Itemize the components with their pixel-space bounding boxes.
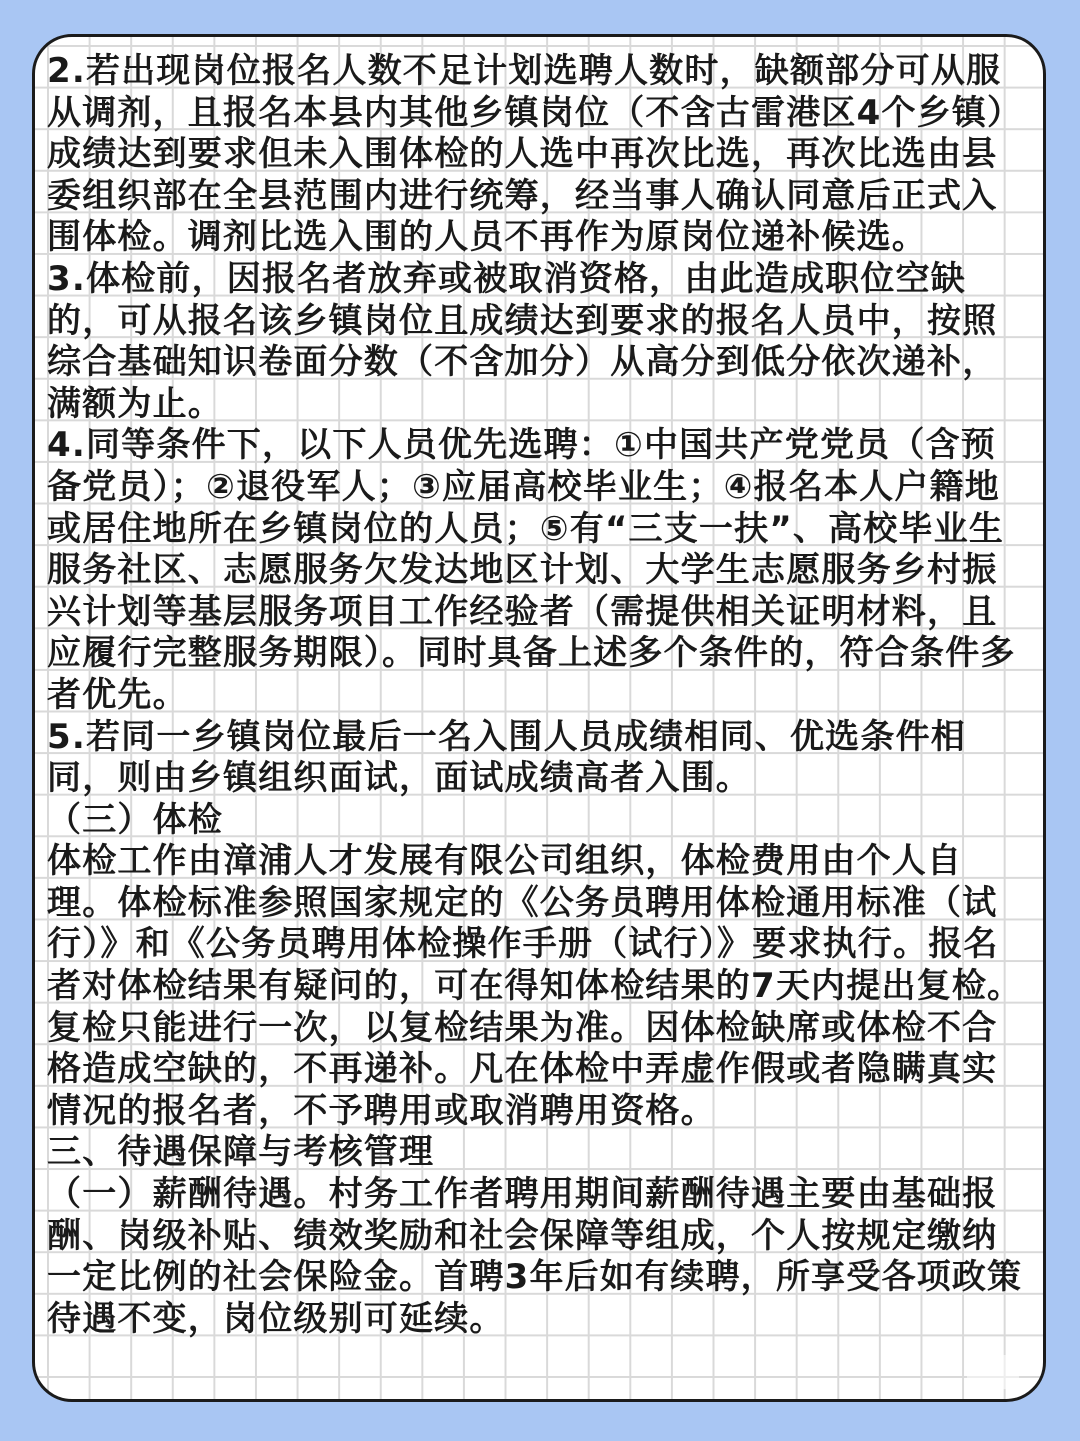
section-heading-physical-exam: （三）体检 <box>47 799 223 840</box>
document-card <box>32 34 1046 1402</box>
paragraph-item-4: 4.同等条件下，以下人员优先选聘：①中国共产党党员（含预备党员）；②退役军人；③应届高校毕业生；④报名本人户籍地或居住地所在乡镇岗位的人员；⑤有“三支一扶”、高校毕业生服务社区、志愿服务欠发达地区计划、大学生志愿服务乡村振兴计划等基层服务项目工作经验者（需提供相关证明材料，且应履行完整服务期限）。同时具备上述多个条件的，符合条件多者优先。 <box>47 425 1016 715</box>
paragraph-item-3: 3.体检前，因报名者放弃或被取消资格，由此造成职位空缺的，可从报名该乡镇岗位且成绩达到要求的报名人员中，按照综合基础知识卷面分数（不含加分）从高分到低分依次递补，满额为止。 <box>47 258 998 424</box>
document-body <box>47 51 1029 1340</box>
watermark-badge <box>967 1355 1019 1389</box>
paragraph-item-2: 2.若出现岗位报名人数不足计划选聘人数时，缺额部分可从服从调剂，且报名本县内其他乡镇岗位（不含古雷港区4个乡镇）成绩达到要求但未入围体检的人选中再次比选，再次比选由县委组织部在全县范围内进行统筹，经当事人确认同意后正式入围体检。调剂比选入围的人员不再作为原岗位递补候选。 <box>47 51 1023 258</box>
paragraph-salary: （一）薪酬待遇。村务工作者聘用期间薪酬待遇主要由基础报酬、岗级补贴、绩效奖励和社会保障等组成，个人按规定缴纳一定比例的社会保险金。首聘3年后如有续聘，所享受各项政策待遇不变，岗位级别可延续。 <box>47 1174 1023 1339</box>
section-heading-benefits: 三、待遇保障与考核管理 <box>47 1132 435 1173</box>
paragraph-physical-exam: 体检工作由漳浦人才发展有限公司组织，体检费用由个人自理。体检标准参照国家规定的《公务员聘用体检通用标准（试行）》和《公务员聘用体检操作手册（试行）》要求执行。报名者对体检结果有疑问的，可在得知体检结果的7天内提出复检。复检只能进行一次，以复检结果为准。因体检缺席或体检不合格造成空缺的，不再递补。凡在体检中弄虚作假或者隐瞒真实情况的报名者，不予聘用或取消聘用资格。 <box>47 841 1023 1131</box>
paragraph-item-5: 5.若同一乡镇岗位最后一名入围人员成绩相同、优选条件相同，则由乡镇组织面试，面试成绩高者入围。 <box>47 716 966 799</box>
